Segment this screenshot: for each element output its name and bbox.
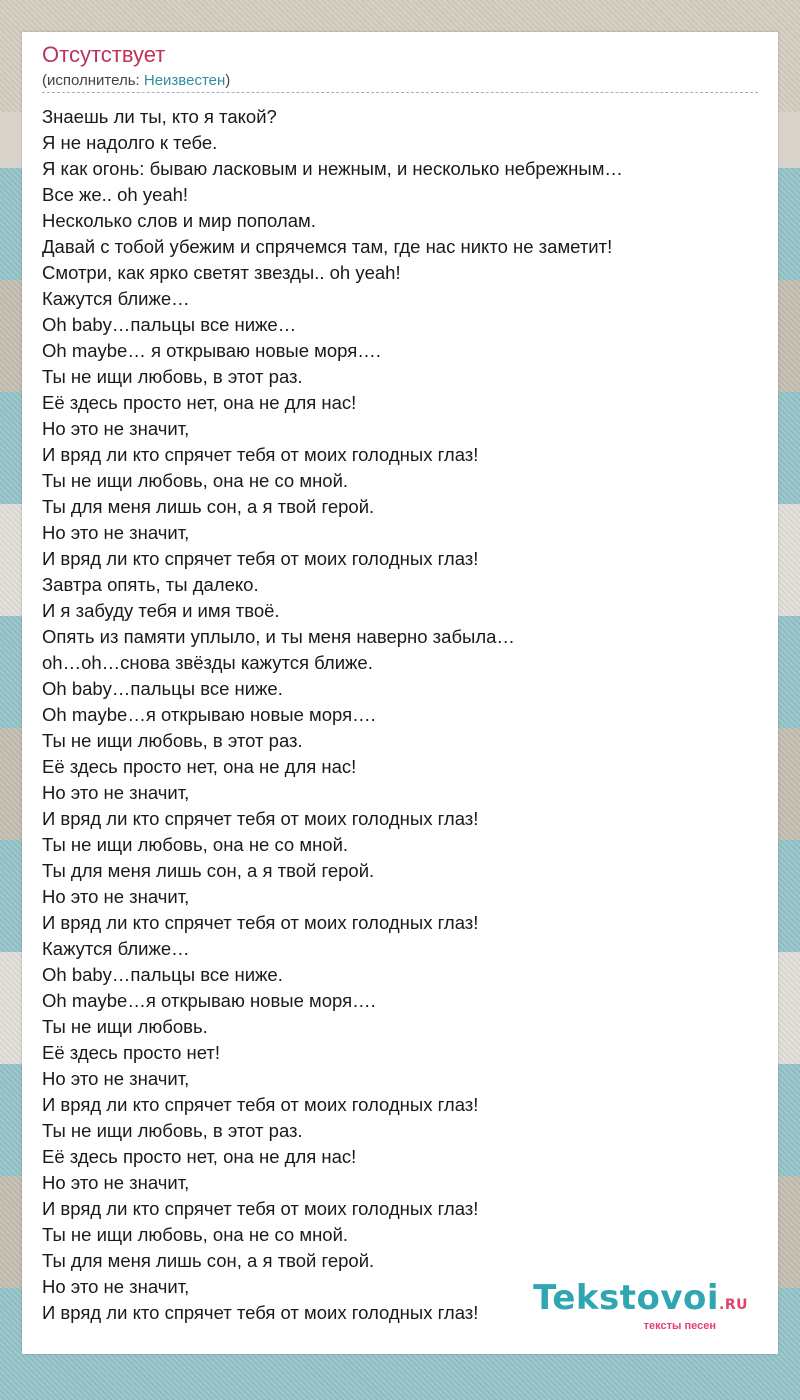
lyric-line: Её здесь просто нет, она не для нас! — [42, 1146, 357, 1167]
lyric-line: Но это не значит, — [42, 418, 190, 439]
lyric-line: И вряд ли кто спрячет тебя от моих голодных глаз! — [42, 1302, 479, 1323]
lyric-line: Смотри, как ярко светят звезды.. oh yeah! — [42, 262, 401, 283]
lyric-line: Я не надолго к тебе. — [42, 132, 218, 153]
dashed-divider — [42, 92, 758, 93]
lyric-line: Но это не значит, — [42, 886, 190, 907]
lyric-line: И я забуду тебя и имя твоё. — [42, 600, 280, 621]
lyrics-card — [22, 32, 778, 1354]
lyric-line: Но это не значит, — [42, 1068, 190, 1089]
lyric-line: Знаешь ли ты, кто я такой? — [42, 106, 277, 127]
lyric-line: И вряд ли кто спрячет тебя от моих голодных глаз! — [42, 912, 479, 933]
site-logo[interactable] — [533, 1278, 748, 1332]
lyric-line: И вряд ли кто спрячет тебя от моих голодных глаз! — [42, 444, 479, 465]
lyric-line: И вряд ли кто спрячет тебя от моих голодных глаз! — [42, 1094, 479, 1115]
lyric-line: Ты не ищи любовь, в этот раз. — [42, 730, 303, 751]
lyric-line: Но это не значит, — [42, 782, 190, 803]
lyric-line: Oh baby…пальцы все ниже. — [42, 678, 283, 699]
lyric-line: Ты не ищи любовь, она не со мной. — [42, 470, 349, 491]
artist-link[interactable]: Неизвестен — [143, 72, 226, 89]
lyric-line: Все же.. oh yeah! — [42, 184, 189, 205]
lyric-line: Кажутся ближе… — [42, 288, 190, 309]
lyric-line: oh…oh…снова звёзды кажутся ближе. — [42, 652, 373, 673]
artist-line — [42, 72, 230, 89]
lyric-line: И вряд ли кто спрячет тебя от моих голодных глаз! — [42, 808, 479, 829]
lyric-line: Я как огонь: бываю ласковым и нежным, и несколько небрежным… — [42, 158, 623, 179]
logo-tagline: тексты песен — [643, 1320, 716, 1332]
lyric-line: Несколько слов и мир пополам. — [42, 210, 316, 231]
lyric-line: Её здесь просто нет, она не для нас! — [42, 392, 357, 413]
lyric-line: Её здесь просто нет! — [42, 1042, 220, 1063]
logo-tld: .RU — [719, 1297, 748, 1313]
lyric-line: И вряд ли кто спрячет тебя от моих голодных глаз! — [42, 548, 479, 569]
lyric-line: Ты не ищи любовь, она не со мной. — [42, 1224, 349, 1245]
lyric-line: Но это не значит, — [42, 522, 190, 543]
lyric-line: Ты для меня лишь сон, а я твой герой. — [42, 496, 375, 517]
lyric-line: Oh baby…пальцы все ниже. — [42, 964, 283, 985]
lyric-line: Давай с тобой убежим и спрячемся там, где нас никто не заметит! — [42, 236, 613, 257]
lyric-line: Ты для меня лишь сон, а я твой герой. — [42, 1250, 375, 1271]
lyric-line: Кажутся ближе… — [42, 938, 190, 959]
lyric-line: Ты не ищи любовь, в этот раз. — [42, 366, 303, 387]
lyric-line: И вряд ли кто спрячет тебя от моих голодных глаз! — [42, 1198, 479, 1219]
lyric-line: Oh maybe… я открываю новые моря…. — [42, 340, 381, 361]
lyric-line: Опять из памяти уплыло, и ты меня наверно забыла… — [42, 626, 515, 647]
lyric-line: Но это не значит, — [42, 1172, 190, 1193]
lyric-line: Её здесь просто нет, она не для нас! — [42, 756, 357, 777]
lyric-line: Oh maybe…я открываю новые моря…. — [42, 704, 376, 725]
lyric-line: Ты не ищи любовь. — [42, 1016, 208, 1037]
artist-suffix: ) — [225, 72, 231, 89]
lyric-line: Завтра опять, ты далеко. — [42, 574, 259, 595]
lyric-line: Ты не ищи любовь, в этот раз. — [42, 1120, 303, 1141]
lyric-line: Oh maybe…я открываю новые моря…. — [42, 990, 376, 1011]
lyric-line: Ты для меня лишь сон, а я твой герой. — [42, 860, 375, 881]
artist-prefix: (исполнитель: — [42, 72, 144, 89]
lyrics-text — [42, 104, 768, 1326]
lyric-line: Oh baby…пальцы все ниже… — [42, 314, 297, 335]
lyric-line: Ты не ищи любовь, она не со мной. — [42, 834, 349, 855]
logo-name: Tekstovoi — [533, 1278, 720, 1318]
lyric-line: Но это не значит, — [42, 1276, 190, 1297]
song-title: Отсутствует — [42, 42, 166, 67]
